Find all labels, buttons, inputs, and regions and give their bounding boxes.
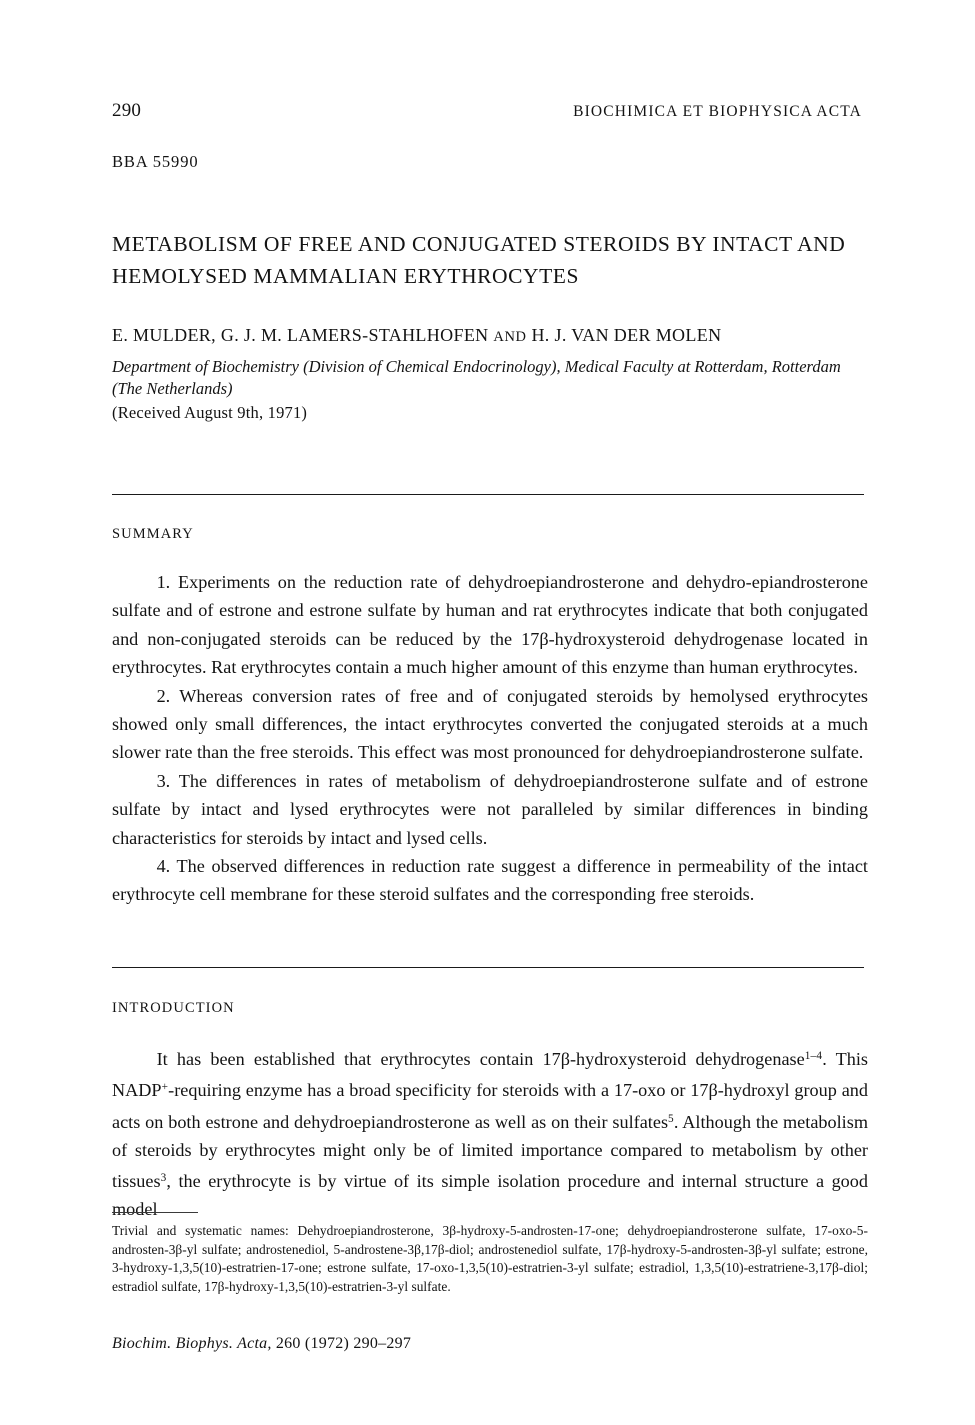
summary-body [112,568,868,909]
article-code: BBA 55990 [112,152,199,171]
footnote-separator-rule [112,1212,198,1213]
running-head [112,100,862,126]
intro-segment-2: . This NADP [112,1048,868,1101]
author-list [112,325,862,346]
title-line-2: HEMOLYSED MAMMALIAN ERYTHROCYTES [112,264,579,288]
intro-segment-1: It has been established that erythrocytes contain 17β-hydroxysteroid dehydrogenase [156,1048,805,1069]
page-title [112,228,852,292]
summary-heading: SUMMARY [112,526,194,542]
reference-marker-1: 1–4 [804,1050,823,1062]
journal-title: BIOCHIMICA ET BIOPHYSICA ACTA [573,103,862,120]
document-page [112,0,868,1425]
divider-below-summary [112,967,864,968]
citation-journal: Biochim. Biophys. Acta, [112,1335,272,1352]
introduction-body [112,1042,868,1224]
authors-part-2: H. J. VAN DER MOLEN [526,325,722,345]
citation-details: 260 (1972) 290–297 [271,1335,412,1352]
summary-paragraph-2: 2. Whereas conversion rates of free and of conjugated steroids by hemolysed erythrocytes showed only small differences, the intact erythrocytes converted the conjugated steroids at a much slower rate than the free steroids. This effect was most pronounced for dehydroepiandrosterone sulfate. [112,685,868,763]
footnote-text: Trivial and systematic names: Dehydroepiandrosterone, 3β-hydroxy-5-androsten-17-one; dehydroepiandrosterone sulfate, 17-oxo-5-androsten-3β-yl sulfate; androstenediol, 5-androstene-3β,17β-diol; androstenediol sulfate, 17β-hydroxy-5-androsten-3β-yl sulfate; estrone, 3-hydroxy-1,3,5(10)-estratrien-17-one; estrone sulfate, 17-oxo-1,3,5(10)-estratrien-3-yl sulfate; estradiol, 1,3,5(10)-estratriene-3,17β-diol; estradiol sulfate, 17β-hydroxy-1,3,5(10)-estratrien-3-yl sulfate. [112,1223,868,1294]
intro-segment-4: . Although the metabolism of steroids by erythrocytes might only be of limited importance compared to metabolism by other tissues [112,1111,868,1192]
intro-segment-3: -requiring enzyme has a broad specificity for steroids with a 17-oxo or 17β-hydroxyl group and acts on both estrone and dehydroepiandrosterone as well as on their sulfates [112,1080,868,1132]
summary-paragraph-3: 3. The differences in rates of metabolism of dehydroepiandrosterone sulfate and of estrone sulfate by intact and lysed erythrocytes were not paralleled by similar differences in binding characteristics for steroids by intact and lysed cells. [112,770,868,848]
page-number: 290 [112,100,142,121]
reference-marker-2: + [161,1081,169,1094]
journal-citation-footer [112,1335,411,1353]
summary-paragraph-4: 4. The observed differences in reduction rate suggest a difference in permeability of the intact erythrocyte cell membrane for these steroid sulfates and the corresponding free steroids. [112,856,868,905]
introduction-paragraph-1 [112,1042,868,1224]
affiliation-line-1: Department of Biochemistry (Division of Chemical Endocrinology), Medical Faculty at Rotterdam, [112,357,768,376]
authors-conjunction: AND [493,329,527,345]
author-affiliation [112,356,864,400]
introduction-heading: INTRODUCTION [112,1000,235,1016]
title-line-1: METABOLISM OF FREE AND CONJUGATED STEROIDS BY INTACT AND [112,232,846,256]
received-date: (Received August 9th, 1971) [112,403,308,422]
reference-marker-3: 5 [668,1112,674,1125]
summary-paragraph-1: 1. Experiments on the reduction rate of dehydroepiandrosterone and dehydro-epiandrosterone sulfate and of estrone and estrone sulfate by human and rat erythrocytes indicate that both conjugated and non-conjugated steroids can be reduced by the 17β-hydroxysteroid dehydrogenase located in erythrocytes. Rat erythrocytes contain a much higher amount of this enzyme than human erythrocytes. [112,572,868,678]
intro-segment-5: , the erythrocyte is by virtue of its simple isolation procedure and internal structure a good model [112,1171,868,1220]
divider-above-summary [112,494,864,495]
affiliation-line-2: Rotterdam (The Netherlands) [112,357,841,398]
reference-marker-4: 3 [160,1172,167,1185]
authors-part-1: E. MULDER, G. J. M. LAMERS-STAHLHOFEN [112,325,494,345]
footnote-block [112,1222,868,1296]
